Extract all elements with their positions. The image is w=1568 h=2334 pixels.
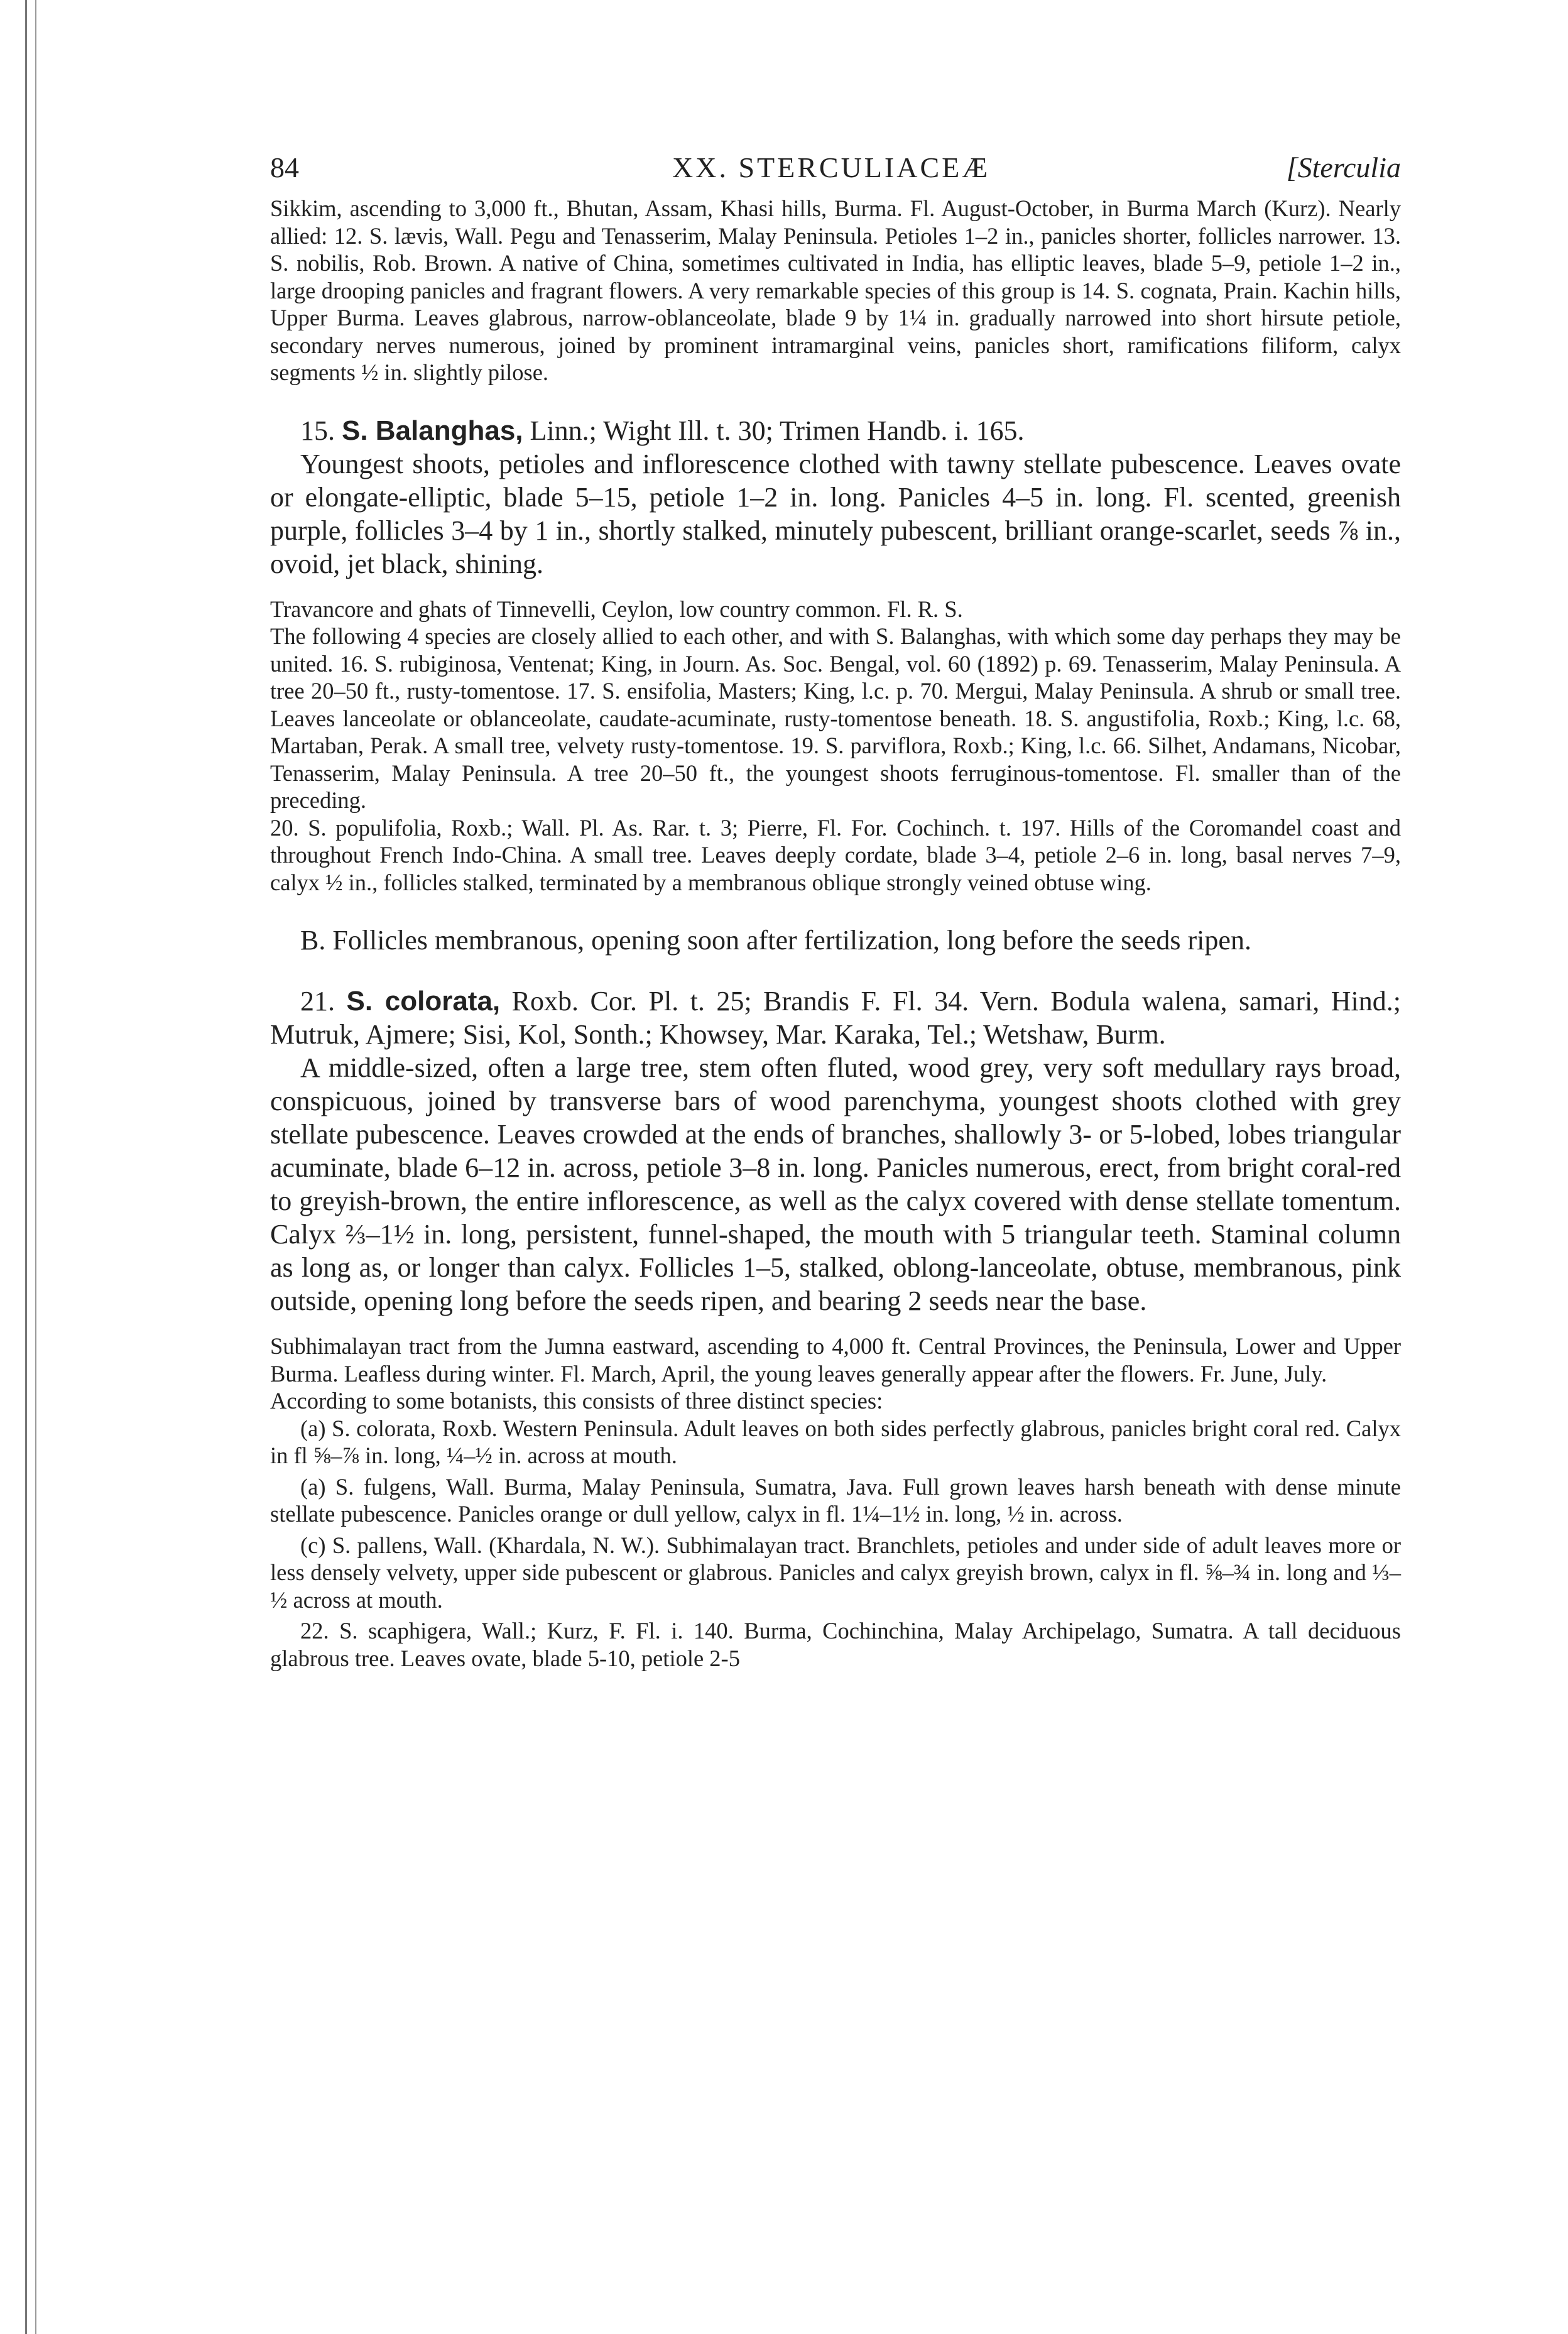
species-21-citation: Roxb. Cor. Pl. t. 25; Brandis F. Fl. 34. Vern. Bodula walena, samari, Hind.; Mutruk, Ajmere; Sisi, Kol, Sonth.; Khowsey, Mar. Karaka, Tel.; Wetshaw, Burm.: [270, 986, 1401, 1050]
species-15-description: Youngest shoots, petioles and inflorescence clothed with tawny stellate pubescence. Leaves ovate or elongate-elliptic, blade 5–15, petiole 1–2 in. long. Panicles 4–5 in. long. Fl. scented, greenish purple, follicles 3–4 by 1 in., shortly stalked, minutely pubescent, brilliant orange-scarlet, seeds ⅞ in., ovoid, jet black, shining.: [270, 448, 1401, 579]
section-b: B. Follicles membranous, opening soon after fertilization, long before the seeds ripen.: [300, 925, 1251, 956]
page-header: [270, 151, 1401, 195]
species-21-description: A middle-sized, often a large tree, stem often fluted, wood grey, very soft medullary rays broad, conspicuous, joined by transverse bars of wood parenchyma, youngest shoots clothed with grey stellate pubescence. Leaves crowded at the ends of branches, shallowly 3- or 5-lobed, lobes triangular acuminate, blade 6–12 in. across, petiole 3–8 in. long. Panicles numerous, erect, from bright coral-red to greyish-brown, the entire inflorescence, as well as the calyx covered with dense stellate tomentum. Calyx ⅔–1½ in. long, persistent, funnel-shaped, the mouth with 5 triangular teeth. Staminal column as long as, or longer than calyx. Follicles 1–5, stalked, oblong-lanceolate, obtuse, membranous, pink outside, opening long before the seeds ripen, and bearing 2 seeds near the base.: [270, 1052, 1401, 1316]
species-15-name: S. Balanghas,: [342, 415, 523, 446]
species-15-citation: Linn.; Wight Ill. t. 30; Trimen Handb. i. 165.: [530, 415, 1025, 446]
binding-line: [25, 0, 27, 2334]
species-21-distribution: Subhimalayan tract from the Jumna eastward, ascending to 4,000 ft. Central Provinces, the Peninsula, Lower and Upper Burma. Leafless during winter. Fl. March, April, the young leaves generally appear after the flowers. Fr. June, July.: [270, 1333, 1401, 1387]
binding-line-inner: [35, 0, 36, 2334]
species-20-note: 20. S. populifolia, Roxb.; Wall. Pl. As. Rar. t. 3; Pierre, Fl. For. Cochinch. t. 197. Hills of the Coromandel coast and throughout French Indo-China. A small tree. Leaves deeply cordate, blade 3–4, petiole 2–6 in. long, basal nerves 7–9, calyx ½ in., follicles stalked, terminated by a membranous oblique strongly veined obtuse wing.: [270, 814, 1401, 895]
species-21-number: 21.: [300, 986, 335, 1017]
page-number: 84: [270, 151, 299, 183]
species-21-intro: According to some botanists, this consists of three distinct species:: [270, 1388, 883, 1414]
family-title: XX. STERCULIACEÆ: [672, 151, 991, 183]
variant-item: (a) S. colorata, Roxb. Western Peninsula. Adult leaves on both sides perfectly glabrous, panicles bright coral red. Calyx in fl ⅝–⅞ in. long, ¼–½ in. across at mouth.: [270, 1415, 1401, 1468]
page: [270, 151, 1401, 1676]
species-22-note: 22. S. scaphigera, Wall.; Kurz, F. Fl. i. 140. Burma, Cochinchina, Malay Archipelago, Sumatra. A tall deciduous glabrous tree. Leaves ovate, blade 5-10, petiole 2-5: [270, 1618, 1401, 1671]
variant-item: (c) S. pallens, Wall. (Khardala, N. W.). Subhimalayan tract. Branchlets, petioles and under side of adult leaves more or less densely velvety, upper side pubescent or glabrous. Panicles and calyx greyish brown, calyx in fl. ⅝–¾ in. long and ⅓–½ across at mouth.: [270, 1532, 1401, 1613]
species-15-heading: [270, 414, 1401, 447]
species-15-number: 15.: [300, 415, 335, 446]
species-15-allied: The following 4 species are closely allied to each other, and with S. Balanghas, with which some day perhaps they may be united. 16. S. rubiginosa, Ventenat; King, in Journ. As. Soc. Bengal, vol. 60 (1892) p. 69. Tenasserim, Malay Peninsula. A tree 20–50 ft., rusty-tomentose. 17. S. ensifolia, Masters; King, l.c. p. 70. Mergui, Malay Peninsula. A shrub or small tree. Leaves lanceolate or oblanceolate, caudate-acuminate, rusty-tomentose beneath. 18. S. angustifolia, Roxb.; King, l.c. 68, Martaban, Perak. A small tree, velvety rusty-tomentose. 19. S. parviflora, Roxb.; King, l.c. 66. Silhet, Andamans, Nicobar, Tenasserim, Malay Peninsula. A tree 20–50 ft., the youngest shoots ferruginous-tomentose. Fl. smaller than of the preceding.: [270, 623, 1401, 813]
species-21-name: S. colorata,: [346, 986, 501, 1017]
species-21-heading: [270, 984, 1401, 1051]
continuation-paragraph: Sikkim, ascending to 3,000 ft., Bhutan, Assam, Khasi hills, Burma. Fl. August-October, in Burma March (Kurz). Nearly allied: 12. S. lævis, Wall. Pegu and Tenasserim, Malay Peninsula. Petioles 1–2 in., panicles shorter, follicles narrower. 13. S. nobilis, Rob. Brown. A native of China, sometimes cultivated in India, has elliptic leaves, blade 5–9, petiole 1–2 in., large drooping panicles and fragrant flowers. A very remarkable species of this group is 14. S. cognata, Prain. Kachin hills, Upper Burma. Leaves glabrous, narrow-oblanceolate, blade 9 by 1¼ in. gradually narrowed into short hirsute petiole, secondary nerves numerous, joined by prominent intramarginal veins, panicles short, ramifications filiform, calyx segments ½ in. slightly pilose.: [270, 195, 1401, 385]
variant-item: (a) S. fulgens, Wall. Burma, Malay Peninsula, Sumatra, Java. Full grown leaves harsh beneath with dense minute stellate pubescence. Panicles orange or dull yellow, calyx in fl. 1¼–1½ in. long, ½ in. across.: [270, 1473, 1401, 1527]
running-head: [Sterculia: [1286, 151, 1401, 183]
species-15-distribution: Travancore and ghats of Tinnevelli, Ceylon, low country common. Fl. R. S.: [270, 596, 963, 622]
